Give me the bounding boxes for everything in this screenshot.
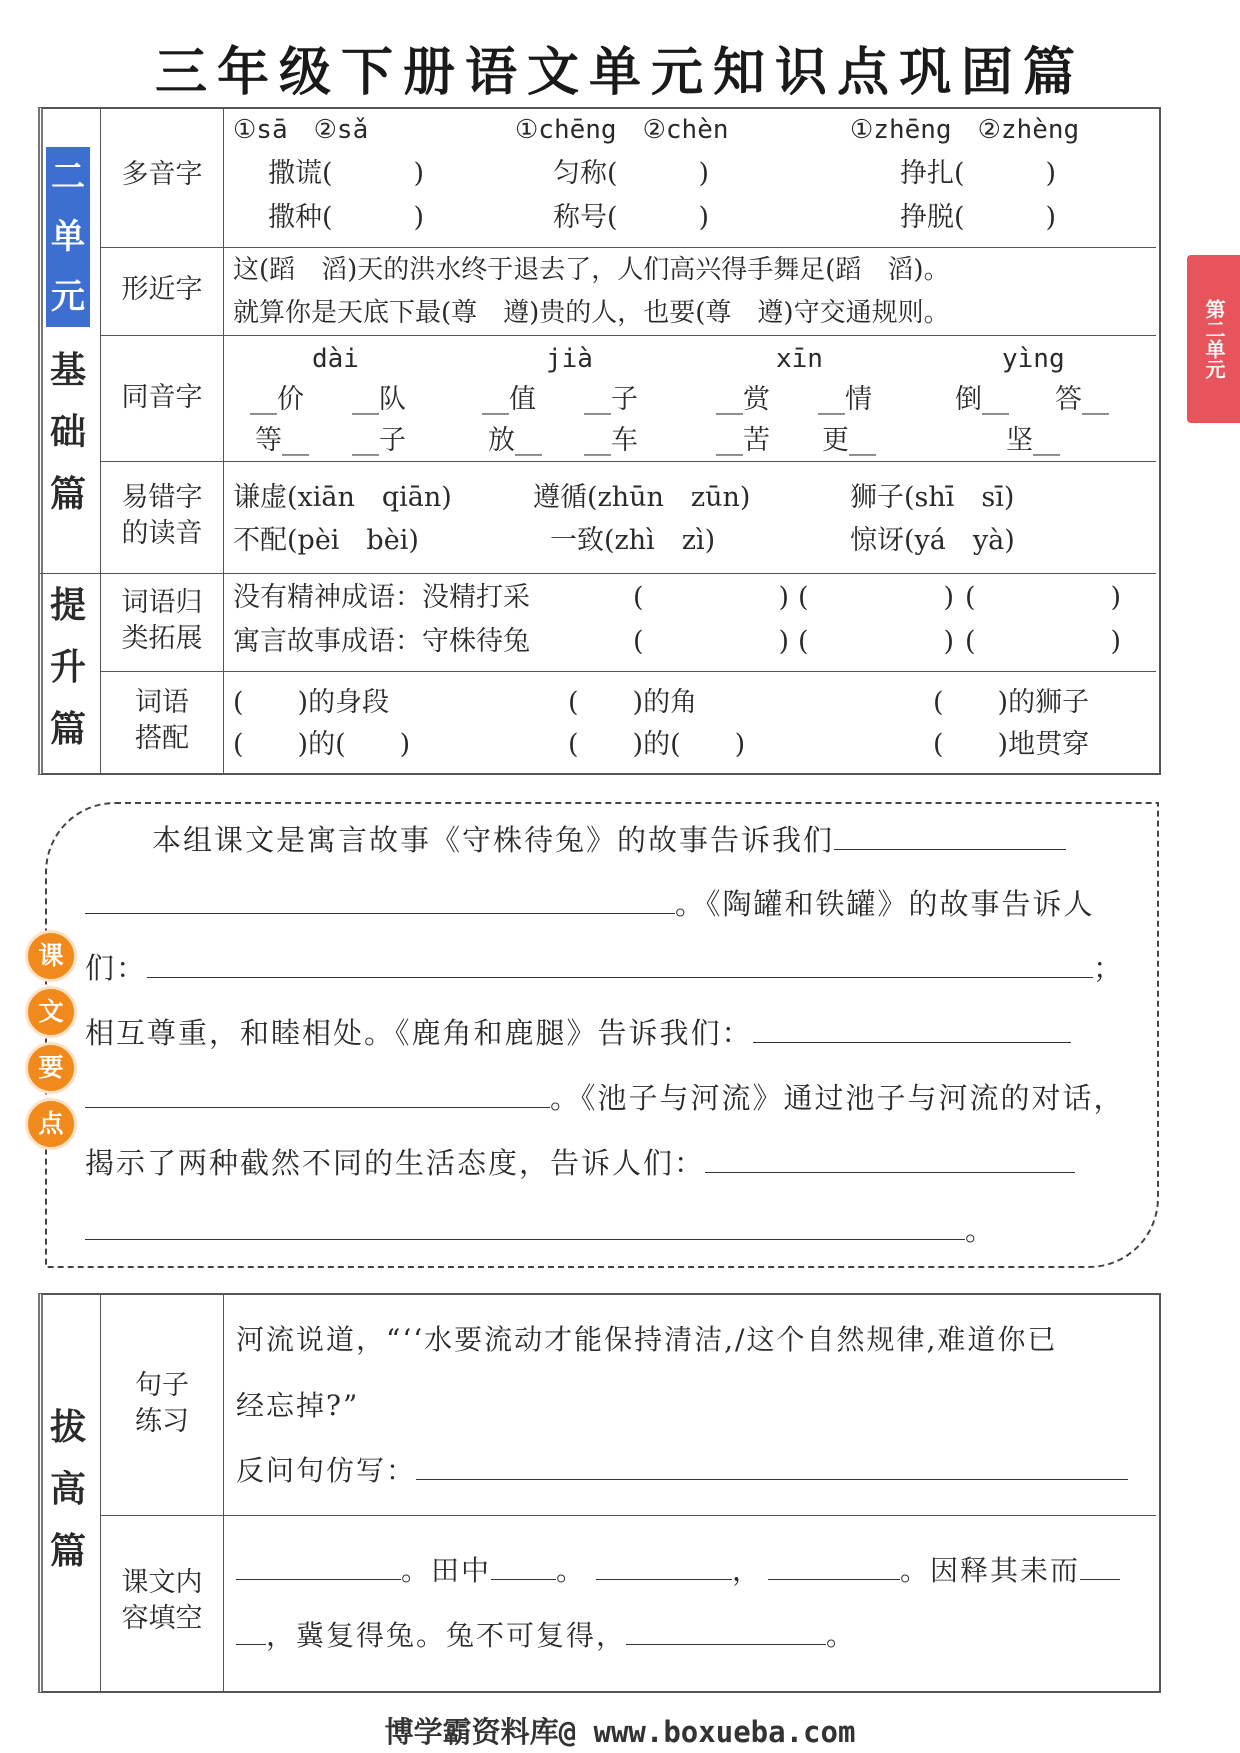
polyphone-word[interactable]: 匀称( ) bbox=[553, 158, 710, 189]
section-advance-label: 提 升 篇 bbox=[49, 585, 86, 750]
answer-blank[interactable] bbox=[236, 1616, 266, 1645]
section-high-label: 拔 高 篇 bbox=[49, 1407, 86, 1572]
homophone-item[interactable]: 倒__ bbox=[955, 384, 1009, 415]
answer-blank[interactable] bbox=[147, 949, 1093, 978]
answer-blank[interactable] bbox=[753, 1014, 1071, 1043]
essay-line: 们： ； bbox=[85, 951, 1125, 985]
row-label-fill: 课文内 容填空 bbox=[121, 1567, 203, 1634]
polyphone-word[interactable]: 撒谎( ) bbox=[268, 158, 425, 189]
homophone-item[interactable]: __苦 bbox=[716, 425, 770, 456]
polyphone-options: ①zhēng ②zhèng bbox=[850, 115, 1080, 145]
fill-line: 。田中 。 ， 。因释其耒而 bbox=[236, 1549, 1120, 1589]
footer-watermark: 博学霸资料库@ www.boxueba.com bbox=[384, 1715, 856, 1749]
collocation-item[interactable]: ( )的( ) bbox=[233, 729, 411, 760]
idiom-slot[interactable]: ( ) bbox=[633, 582, 790, 613]
sentence-quote: 经忘掉?” bbox=[236, 1389, 360, 1422]
homophone-item[interactable]: 放__ bbox=[488, 425, 542, 456]
essay-line: 。《池子与河流》通过池子与河流的对话， bbox=[85, 1076, 1125, 1117]
idiom-slot[interactable]: ( ) bbox=[633, 626, 790, 657]
homophone-item[interactable]: __子 bbox=[584, 384, 638, 415]
row-label-dapei: 词语 搭配 bbox=[135, 687, 189, 754]
answer-blank[interactable] bbox=[596, 1551, 732, 1580]
sentence-quote: 河流说道，“‘‘水要流动才能保持清洁,/这个自然规律,难道你已 bbox=[236, 1323, 1058, 1356]
answer-blank[interactable] bbox=[491, 1551, 556, 1580]
polyphone-options: ①sā ②sǎ bbox=[233, 115, 369, 145]
section-basic-label: 基 础 篇 bbox=[49, 350, 86, 515]
rhetorical-rewrite: 反问句仿写： bbox=[236, 1449, 1128, 1489]
homophone-pinyin: jià bbox=[546, 344, 593, 374]
unit-badge bbox=[46, 147, 90, 327]
idiom-slot[interactable]: ( ) bbox=[798, 626, 955, 657]
polyphone-word[interactable]: 称号( ) bbox=[553, 202, 710, 233]
answer-blank[interactable] bbox=[236, 1551, 401, 1580]
homophone-pinyin: yìng bbox=[1002, 344, 1065, 374]
answer-blank[interactable] bbox=[705, 1144, 1075, 1173]
row-label-xingjin: 形近字 bbox=[121, 274, 203, 305]
answer-blank[interactable] bbox=[626, 1616, 826, 1645]
row-label-tongyin: 同音字 bbox=[121, 382, 203, 413]
idiom-category-head: 没有精神成语：没精打采 bbox=[233, 582, 530, 613]
homophone-item[interactable]: __价 bbox=[250, 384, 304, 415]
similar-char-sentence[interactable]: 就算你是天底下最(尊 遵)贵的人，也要(尊 遵)守交通规则。 bbox=[233, 298, 950, 328]
unit-side-tab[interactable]: 第二单元 bbox=[1187, 255, 1240, 423]
homophone-item[interactable]: 等__ bbox=[255, 425, 309, 456]
row-label-duoyin: 多音字 bbox=[121, 159, 203, 190]
homophone-item[interactable]: 更__ bbox=[822, 425, 876, 456]
idiom-slot[interactable]: ( ) bbox=[965, 626, 1122, 657]
essay-line: 本组课文是寓言故事《守株待兔》的故事告诉我们 bbox=[152, 818, 1066, 859]
error-prone-reading[interactable]: 谦虚(xiān qiān) bbox=[233, 482, 452, 513]
idiom-slot[interactable]: ( ) bbox=[798, 582, 955, 613]
homophone-item[interactable]: 坚__ bbox=[1006, 425, 1060, 456]
homophone-item[interactable]: __值 bbox=[482, 384, 536, 415]
idiom-category-head: 寓言故事成语：守株待兔 bbox=[233, 626, 530, 657]
fill-line: ，冀复得兔。兔不可复得， 。 bbox=[236, 1614, 856, 1654]
polyphone-word[interactable]: 挣扎( ) bbox=[900, 158, 1057, 189]
unit-badge-char: 二 bbox=[46, 147, 90, 207]
error-prone-reading[interactable]: 一致(zhì zì) bbox=[550, 525, 716, 556]
row-label-yicuo: 易错字 的读音 bbox=[121, 482, 203, 549]
row-label-sentence: 句子 练习 bbox=[135, 1370, 189, 1437]
polyphone-word[interactable]: 撒种( ) bbox=[268, 202, 425, 233]
homophone-item[interactable]: 答__ bbox=[1055, 384, 1109, 415]
error-prone-reading[interactable]: 惊讶(yá yà) bbox=[850, 525, 1015, 556]
homophone-item[interactable]: __赏 bbox=[716, 384, 770, 415]
similar-char-sentence[interactable]: 这(蹈 滔)天的洪水终于退去了，人们高兴得手舞足(蹈 滔)。 bbox=[233, 255, 950, 285]
collocation-item[interactable]: ( )地贯穿 bbox=[933, 729, 1090, 760]
homophone-pinyin: dài bbox=[312, 344, 359, 374]
page-title: 三年级下册语文单元知识点巩固篇 bbox=[154, 43, 1085, 103]
collocation-item[interactable]: ( )的身段 bbox=[233, 687, 390, 718]
answer-blank[interactable] bbox=[1080, 1551, 1120, 1580]
essay-line: 。《陶罐和铁罐》的故事告诉人 bbox=[85, 882, 1095, 923]
unit-badge-char: 元 bbox=[46, 267, 90, 327]
idiom-slot[interactable]: ( ) bbox=[965, 582, 1122, 613]
answer-blank[interactable] bbox=[85, 1211, 965, 1240]
polyphone-options: ①chēng ②chèn bbox=[515, 115, 729, 145]
homophone-pinyin: xīn bbox=[776, 344, 823, 374]
collocation-item[interactable]: ( )的角 bbox=[568, 687, 698, 718]
answer-blank[interactable] bbox=[768, 1551, 900, 1580]
homophone-item[interactable]: __子 bbox=[352, 425, 406, 456]
homophone-item[interactable]: __情 bbox=[818, 384, 872, 415]
polyphone-word[interactable]: 挣脱( ) bbox=[900, 202, 1057, 233]
error-prone-reading[interactable]: 遵循(zhūn zūn) bbox=[533, 482, 751, 513]
homophone-item[interactable]: __队 bbox=[352, 384, 406, 415]
error-prone-reading[interactable]: 狮子(shī sī) bbox=[850, 482, 1015, 513]
text-points-badge: 课 文 要 点 bbox=[25, 930, 77, 1150]
homophone-item[interactable]: __车 bbox=[584, 425, 638, 456]
answer-blank[interactable] bbox=[834, 821, 1066, 850]
answer-blank[interactable] bbox=[85, 885, 675, 914]
row-label-guilei: 词语归 类拓展 bbox=[121, 587, 203, 654]
essay-line: 揭示了两种截然不同的生活态度，告诉人们： bbox=[85, 1141, 1075, 1182]
essay-line: 。 bbox=[85, 1208, 996, 1249]
error-prone-reading[interactable]: 不配(pèi bèi) bbox=[233, 525, 419, 556]
unit-badge-char: 单 bbox=[46, 207, 90, 267]
essay-line: 相互尊重，和睦相处。《鹿角和鹿腿》告诉我们： bbox=[85, 1011, 1071, 1052]
answer-blank[interactable] bbox=[85, 1079, 550, 1108]
answer-blank[interactable] bbox=[416, 1451, 1128, 1480]
collocation-item[interactable]: ( )的狮子 bbox=[933, 687, 1090, 718]
collocation-item[interactable]: ( )的( ) bbox=[568, 729, 746, 760]
